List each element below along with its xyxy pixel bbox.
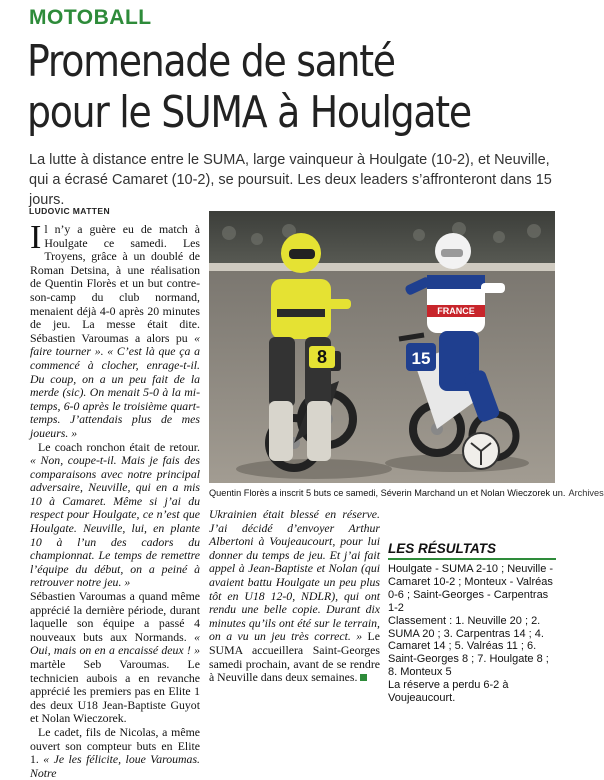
results-divider bbox=[388, 558, 556, 560]
right-bib-number: 15 bbox=[411, 349, 431, 368]
motoball-players-illustration bbox=[209, 211, 555, 483]
article-paragraph bbox=[30, 726, 200, 780]
article-text: Le cadet, fils de Nicolas, a même ouvert son compteur buts en Elite 1. bbox=[30, 724, 200, 767]
lead-paragraph: La lutte à distance entre le SUMA, large vainqueur à Houlgate (10-2), et Neuville, qui a écrasé Camaret (10-2), se poursuit. Les deux leaders s’affronteront dans 15 jours. bbox=[29, 152, 552, 208]
section-rubric: MOTOBALL bbox=[29, 6, 152, 29]
article-text: martèle Seb Varoumas. Le technicien aubois a en revanche apprécié les premiers pas en Elite 1 des deux U18 Jean-Baptiste Guyot et Nolan Wieczorek. bbox=[30, 657, 200, 726]
article-quote: « Oui, mais on en a encaissé deux ! » bbox=[30, 629, 200, 658]
caption-text: Quentin Florès a inscrit 5 buts ce samedi, Séverin Marchand un et Nolan Wieczorek un. bbox=[209, 488, 566, 498]
article-paragraph bbox=[209, 508, 380, 685]
article-text: Le coach ronchon était de retour. bbox=[38, 439, 200, 454]
headline bbox=[27, 36, 483, 138]
article-quote: Ukrainien était blessé en réserve. J’ai décidé d’envoyer Arthur Albertoni à Voujeaucourt, pour lui donner du temps de jeu. Et j’ai fait appel à Jean-Baptiste et Nolan (qui avaient battu Houlgate un peu plus tôt en U18 12-0, NDLR), qui ont rendu une belle copie. Durant dix minutes qu’ils ont été sur le terrain, on a vu un jeu très correct. » bbox=[209, 507, 380, 644]
jersey-lettering: FRANCE bbox=[437, 306, 475, 316]
article-text: Sébastien Varoumas a quand même apprécié la dernière période, durant laquelle son équipe a passé 4 nouveaux buts aux Normands. bbox=[30, 589, 200, 644]
results-box bbox=[388, 541, 556, 705]
article-text: Le SUMA accueillera Saint-Georges samedi prochain, avant de se rendre à Neuville dans deux semaines. bbox=[209, 629, 380, 685]
article-quote: « Je les félicite, loue Varoumas. Notre bbox=[30, 752, 200, 780]
left-bib-number: 8 bbox=[316, 347, 328, 367]
article-quote: « Non, coupe-t-il. Mais je fais des comparaisons avec notre principal adversaire, Neuville, qui en a mis 10 à Camaret. Même si j’ai du respect pour Houlgate, ce n’est que Houlgate. Neuville, lui, en plante 10 à l’un des cadors du championnat. Le temps de remettre l’équipe du début, on a peiné à retrouver notre jeu. » bbox=[30, 453, 200, 590]
drop-cap: I bbox=[30, 219, 42, 256]
byline: LUDOVIC MATTEN bbox=[29, 206, 110, 216]
article-column-2 bbox=[209, 507, 380, 685]
standings: Classement : 1. Neuville 20 ; 2. SUMA 20 ; 3. Carpentras 14 ; 4. Camaret 14 ; 5. Valréas 11 ; 6. Saint-Georges 8 ; 7. Houlgate 8 ; 8. Monteux 5 bbox=[388, 614, 549, 679]
article-paragraph bbox=[30, 441, 200, 591]
match-photo bbox=[209, 211, 555, 483]
photo-credit: Archives bbox=[568, 488, 604, 498]
results-list bbox=[388, 563, 556, 705]
article-text: l n’y a guère eu de match à Houlgate ce samedi. Les Troyens, grâce à un doublé de Roman Detsina, à une réalisation de Quentin Florès et un but contre-son-camp du club normand, menaient déjà 4-0 après 20 minutes de jeu. La messe était dite. Sébastien Varoumas a alors pu bbox=[30, 222, 200, 345]
photo-caption bbox=[209, 487, 604, 499]
end-of-article-mark bbox=[360, 674, 367, 681]
article-paragraph bbox=[30, 219, 200, 441]
headline-line-2: pour le SUMA à Houlgate bbox=[27, 87, 471, 138]
headline-line-1: Promenade de santé bbox=[27, 36, 395, 87]
article-column-1 bbox=[30, 219, 200, 780]
article-quote: « faire tourner ». « C’est là que ça a commencé à clocher, enrage-t-il. Du coup, on a un peu fait de la merde (sic). On menait 5-0 à la mi-temps, 6-0 après le troisième quart-temps. J’attendais plus de mes joueurs. » bbox=[30, 330, 200, 440]
match-scores: Houlgate - SUMA 2-10 ; Neuville - Camaret 10-2 ; Monteux - Valréas 0-6 ; Saint-Georges - Carpentras 1-2 bbox=[388, 563, 554, 614]
results-title: LES RÉSULTATS bbox=[388, 541, 496, 556]
reserve-note: La réserve a perdu 6-2 à Voujeaucourt. bbox=[388, 679, 509, 705]
article-paragraph bbox=[30, 590, 200, 726]
